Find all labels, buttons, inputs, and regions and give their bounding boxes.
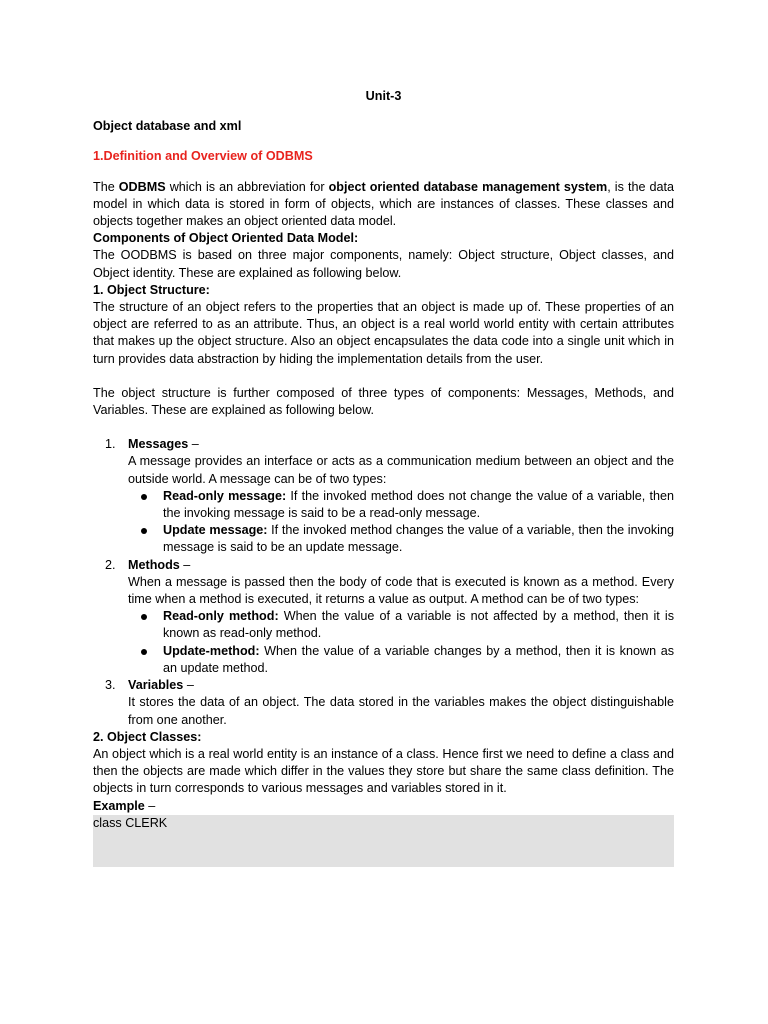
list-item-text: A message provides an interface or acts as a communication medium between an object and the outside world. A message can be of two types:	[128, 454, 674, 486]
components-heading: Components of Object Oriented Data Model:	[93, 231, 359, 246]
intro-text-3: , is the data model in which data is stored in form of objects, which are instances of classes. These classes and objects together makes an object oriented data model.	[93, 179, 675, 229]
sublist	[93, 608, 674, 677]
bullet-body: If the invoked method does not change the value of a variable, then the invoking message is said to be a read-only message.	[163, 488, 674, 521]
bullet-label: Read-only method:	[163, 609, 279, 624]
list-number: 1.	[105, 437, 116, 452]
bullet-text	[163, 608, 674, 642]
object-classes-heading: 2. Object Classes:	[93, 729, 202, 744]
object-structure-paragraph-2: The object structure is further composed of three types of components: Messages, Methods, and Variables. These are explained as following below.	[93, 385, 674, 418]
intro-bold-term: object oriented database management system	[328, 179, 608, 194]
spacer	[93, 368, 674, 385]
example-heading	[93, 798, 674, 815]
bullet-label: Read-only message:	[163, 488, 287, 503]
list-item-title	[128, 677, 674, 694]
list-item-text: It stores the data of an object. The data stored in the variables makes the object distinguishable from one another.	[128, 695, 674, 727]
bullet-text	[163, 522, 674, 556]
intro-paragraph	[93, 179, 674, 231]
bullet-dot-icon	[141, 494, 147, 500]
bullet-dot-icon	[141, 649, 147, 655]
components-paragraph: The OODBMS is based on three major components, namely: Object structure, Object classes, and Object identity. These are explained as following below.	[93, 248, 674, 280]
bullet-text	[163, 488, 674, 522]
list-item-methods	[93, 557, 674, 609]
bullet-dot-icon	[141, 528, 147, 534]
intro-bold-odbms: ODBMS	[118, 179, 166, 194]
bullet-label: Update message:	[163, 523, 268, 538]
bullet-item	[128, 643, 674, 677]
bullet-body: When the value of a variable changes by a method, then it is known as an update method.	[163, 643, 674, 675]
list-item-title	[128, 557, 674, 574]
document-title: Object database and xml	[93, 119, 242, 134]
example-dash: –	[144, 798, 156, 813]
intro-text-1: The	[93, 179, 119, 194]
list-item-variables	[93, 677, 674, 729]
list-item-dash: –	[179, 557, 191, 572]
list-item-messages	[93, 436, 674, 488]
unit-heading: Unit-3	[365, 89, 402, 103]
intro-text-2: which is an abbreviation for	[165, 179, 329, 194]
bullet-item	[128, 522, 674, 556]
section-title: 1.Definition and Overview of ODBMS	[93, 149, 313, 164]
list-item-label: Messages	[128, 437, 189, 452]
code-line: class CLERK	[93, 815, 168, 830]
sublist	[93, 488, 674, 557]
list-item-title	[128, 436, 674, 453]
list-item-dash: –	[188, 437, 199, 452]
example-label: Example	[93, 798, 145, 813]
bullet-label: Update-method:	[163, 643, 260, 658]
list-number: 3.	[105, 678, 116, 693]
bullet-dot-icon	[141, 614, 147, 620]
document-body	[93, 88, 674, 867]
bullet-body: If the invoked method changes the value of a variable, then the invoking message is said to be an update message.	[163, 523, 674, 555]
list-item-text: When a message is passed then the body of code that is executed is known as a method. Every time when a method is executed, it returns a value as output. A method can be of two types:	[128, 574, 674, 607]
bullet-item	[128, 488, 674, 522]
object-classes-paragraph: An object which is a real world entity is an instance of a class. Hence first we need to define a class and then the objects are made which differ in the values they store but share the same class definition. The objects in turn corresponds to various messages and variables stored in it.	[93, 746, 674, 796]
spacer	[93, 419, 674, 436]
code-block	[93, 815, 674, 867]
bullet-text	[163, 643, 674, 677]
list-item-dash: –	[183, 678, 194, 693]
object-structure-paragraph-1: The structure of an object refers to the properties that an object is made up of. These properties of an object are referred to as an attribute. Thus, an object is a real world world entity with certain attributes that makes up the object structure. Also an object encapsulates the data code into a single unit which in turn provides data abstraction by hiding the implementation details from the user.	[93, 300, 674, 366]
bullet-body: When the value of a variable is not affected by a method, then it is known as read-only method.	[163, 609, 674, 641]
bullet-item	[128, 608, 674, 642]
list-item-label: Variables	[128, 678, 184, 693]
list-number: 2.	[105, 557, 116, 572]
object-structure-heading: 1. Object Structure:	[93, 282, 210, 297]
list-item-label: Methods	[128, 557, 180, 572]
